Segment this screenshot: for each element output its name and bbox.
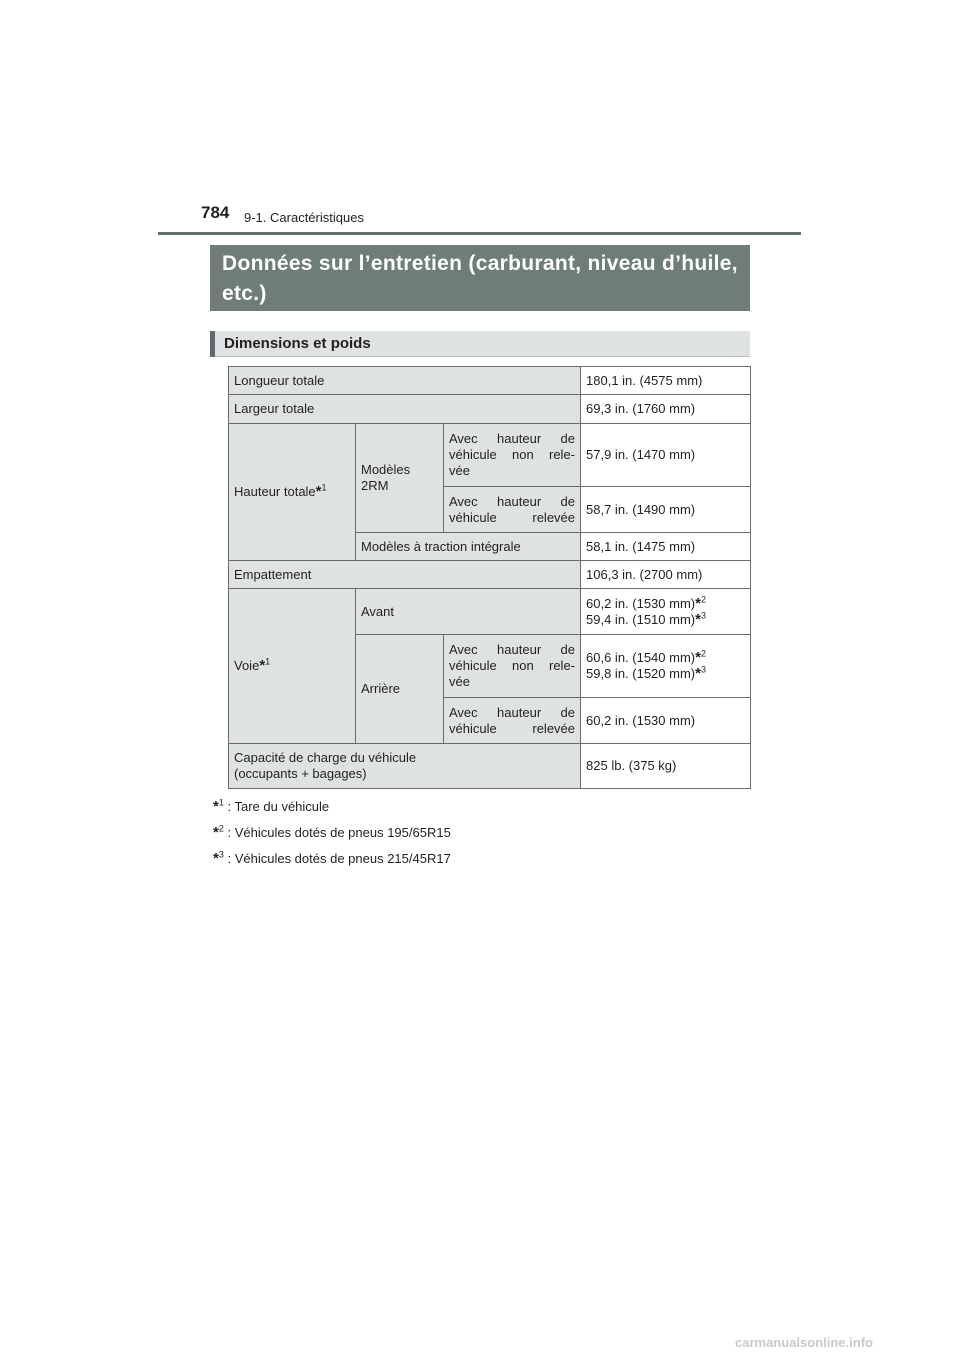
dimensions-table xyxy=(228,366,751,789)
front-value-1: 60,2 in. (1530 mm) xyxy=(586,595,696,611)
subsection-title xyxy=(210,331,750,357)
footnote-mark: 3 xyxy=(218,849,224,860)
table-row xyxy=(229,367,751,395)
footnotes xyxy=(213,798,451,876)
front-label: Avant xyxy=(356,589,581,635)
footnote-star-icon: * xyxy=(315,483,322,500)
track-label: Voie xyxy=(234,658,260,673)
footnote xyxy=(213,850,451,876)
rear-not-raised-value-2-note: 3 xyxy=(700,664,706,675)
track-label-cell xyxy=(229,589,356,744)
height-awd: 58,1 in. (1475 mm) xyxy=(581,533,751,561)
rear-not-raised-value-2: 59,8 in. (1520 mm) xyxy=(586,666,696,681)
rear-not-raised-label: Avec hauteur de véhicule non rele- vée xyxy=(444,635,581,698)
front-value-2-note: 3 xyxy=(700,610,706,621)
height-label-cell xyxy=(229,424,356,561)
length-label: Longueur totale xyxy=(229,367,581,395)
table-row xyxy=(229,424,751,487)
rear-not-raised-cell xyxy=(581,635,751,698)
footnote xyxy=(213,798,451,824)
front-value-1-note: 2 xyxy=(700,594,706,605)
height-2rm-raised: 58,7 in. (1490 mm) xyxy=(581,487,751,533)
footnote-star-icon: * xyxy=(695,649,701,666)
front-value-2: 59,4 in. (1510 mm) xyxy=(586,611,696,627)
table-row xyxy=(229,561,751,589)
asterisk-icon: * xyxy=(213,850,219,867)
section-label: 9-1. Caractéristiques xyxy=(244,210,364,225)
height-2rm-not-raised: 57,9 in. (1470 mm) xyxy=(581,424,751,487)
header-rule xyxy=(158,232,801,235)
capacity-value: 825 lb. (375 kg) xyxy=(581,744,751,789)
footnote-text: : Véhicules dotés de pneus 195/65R15 xyxy=(227,825,451,840)
chapter-title: Données sur l’entretien (carburant, niveau d’huile, etc.) xyxy=(210,245,750,311)
awd-label: Modèles à traction intégrale xyxy=(356,533,581,561)
footnote xyxy=(213,824,451,850)
height-label: Hauteur totale xyxy=(234,484,316,499)
footnote-mark: 2 xyxy=(218,823,224,834)
table-row xyxy=(229,589,751,635)
asterisk-icon: * xyxy=(213,824,219,841)
table-row xyxy=(229,744,751,789)
rear-raised-label: Avec hauteur de véhicule relevée xyxy=(444,698,581,744)
capacity-label-line2: (occupants + bagages) xyxy=(234,766,367,781)
wheelbase-label: Empattement xyxy=(229,561,581,589)
footnote-star-icon: * xyxy=(695,610,701,628)
page-number: 784 xyxy=(201,203,230,222)
footnote-text: : Véhicules dotés de pneus 215/45R17 xyxy=(227,851,451,866)
rear-not-raised-value-1-note: 2 xyxy=(700,648,706,659)
length-value: 180,1 in. (4575 mm) xyxy=(581,367,751,395)
width-label: Largeur totale xyxy=(229,395,581,424)
capacity-label-line1: Capacité de charge du véhicule xyxy=(234,750,417,765)
width-value: 69,3 in. (1760 mm) xyxy=(581,395,751,424)
footnote-star-icon: * xyxy=(695,665,701,682)
front-value-cell xyxy=(581,589,751,635)
rear-raised-value: 60,2 in. (1530 mm) xyxy=(581,698,751,744)
capacity-label-cell xyxy=(229,744,581,789)
footnote-mark: 1 xyxy=(218,797,224,808)
subsection-title-text: Dimensions et poids xyxy=(224,335,371,352)
footnote-star-icon: * xyxy=(695,594,701,612)
height-note: 1 xyxy=(321,482,327,493)
rear-label: Arrière xyxy=(356,635,444,744)
track-note: 1 xyxy=(265,656,271,667)
footnote-text: : Tare du véhicule xyxy=(227,799,330,814)
watermark: carmanualsonline.info xyxy=(735,1335,873,1350)
table-row xyxy=(229,395,751,424)
asterisk-icon: * xyxy=(213,798,219,815)
subsection-bar xyxy=(210,331,215,357)
models-2rm: Modèles 2RM xyxy=(356,424,444,533)
wheelbase-value: 106,3 in. (2700 mm) xyxy=(581,561,751,589)
raised-label: Avec hauteur de véhicule relevée xyxy=(444,487,581,533)
footnote-star-icon: * xyxy=(259,657,266,674)
not-raised-label: Avec hauteur de véhicule non rele- vée xyxy=(444,424,581,487)
rear-not-raised-value-1: 60,6 in. (1540 mm) xyxy=(586,650,696,665)
